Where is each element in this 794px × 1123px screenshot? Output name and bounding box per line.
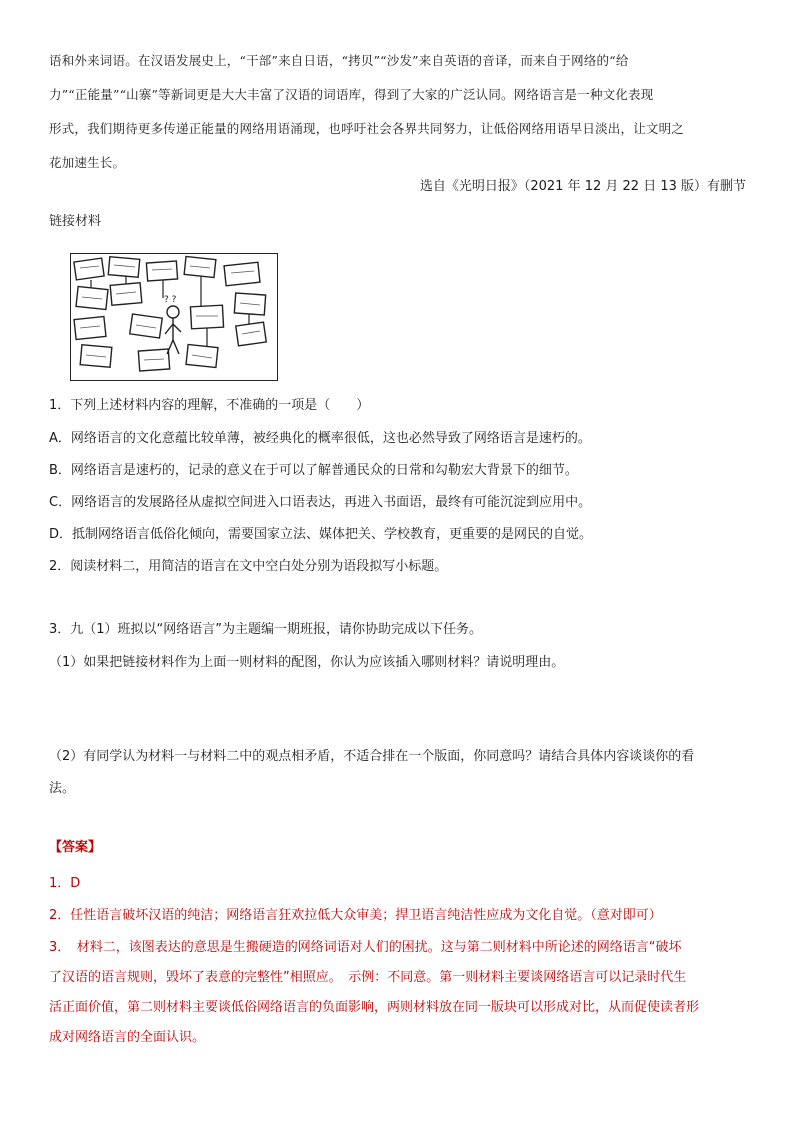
question-1-option-b: B．网络语言是速朽的，记录的意义在于可以了解普通民众的日常和勾勒宏大背景下的细节。 bbox=[49, 463, 578, 478]
article-line-4: 花加速生长。 bbox=[49, 155, 126, 170]
question-2: 2．阅读材料二，用简洁的语言在文中空白处分别为语段拟写小标题。 bbox=[49, 559, 448, 574]
link-material-title: 链接材料 bbox=[49, 214, 102, 229]
answer-2: 2．任性语言破坏汉语的纯洁；网络语言狂欢拉低大众审美；捍卫语言纯洁性应成为文化自觉。（意对即可） bbox=[49, 908, 662, 923]
cartoon-sign bbox=[130, 314, 162, 338]
answer-3-line-1: 3． 材料二，该图表达的意思是生搬硬造的网络词语对人们的困扰。这与第二则材料中所论述的网络语言“破坏 bbox=[49, 940, 682, 955]
article-line-1: 语和外来词语。在汉语发展史上，“干部”来自日语，“拷贝”“沙发”来自英语的音译，而来自于网络的“给 bbox=[49, 53, 629, 68]
question-1-option-c: C．网络语言的发展路径从虚拟空间进入口语表达，再进入书面语，最终有可能沉淀到应用中。 bbox=[49, 495, 592, 510]
cartoon-image bbox=[70, 253, 278, 381]
answer-3-line-2: 了汉语的语言规则，毁坏了表意的完整性”相照应。 示例：不同意。第一则材料主要谈网络语言可以记录时代生 bbox=[49, 970, 687, 985]
question-3-part-2-line-2: 法。 bbox=[49, 781, 76, 796]
question-1-option-d: D．抵制网络语言低俗化倾向，需要国家立法、媒体把关、学校教育，更重要的是网民的自觉。 bbox=[49, 527, 593, 542]
answer-1: 1．D bbox=[49, 876, 81, 891]
cartoon-sign bbox=[236, 322, 267, 346]
question-1: 1．下列上述材料内容的理解，不准确的一项是（ ） bbox=[49, 398, 370, 413]
cartoon-sign bbox=[224, 262, 260, 285]
cartoon-sign bbox=[186, 344, 218, 367]
cartoon-sign bbox=[146, 261, 177, 281]
question-3-part-1: （1）如果把链接材料作为上面一则材料的配图，你认为应该插入哪则材料？请说明理由。 bbox=[49, 655, 565, 670]
cartoon-sign bbox=[74, 258, 104, 280]
question-1-option-a: A．网络语言的文化意蕴比较单薄，被经典化的概率很低，这也必然导致了网络语言是速朽的。 bbox=[49, 431, 591, 446]
cartoon-question-marks: ? ? bbox=[164, 295, 177, 305]
cartoon-person bbox=[165, 306, 181, 354]
cartoon-sign bbox=[138, 349, 169, 371]
question-3: 3．九（1）班拟以“网络语言”为主题编一期班报，请你协助完成以下任务。 bbox=[49, 622, 483, 637]
question-3-part-2-line-1: （2）有同学认为材料一与材料二中的观点相矛盾，不适合排在一个版面，你同意吗？请结合具体内容谈谈你的看 bbox=[49, 749, 695, 764]
article-source: 选自《光明日报》（2021 年 12 月 22 日 13 版）有删节 bbox=[419, 179, 746, 194]
cartoon-sign bbox=[190, 305, 223, 329]
cartoon-sign bbox=[110, 283, 142, 306]
article-line-3: 形式，我们期待更多传递正能量的网络用语涌现，也呼吁社会各界共同努力，让低俗网络用语早日淡出，让文明之 bbox=[49, 121, 685, 136]
cartoon-drawing bbox=[71, 254, 277, 380]
cartoon-sign bbox=[108, 257, 139, 278]
answer-3-line-3: 活正面价值，第二则材料主要谈低俗网络语言的负面影响，两则材料放在同一版块可以形成对比，从而促使读者形 bbox=[49, 1000, 700, 1015]
article-line-2: 力”“正能量”“山寨”等新词更是大大丰富了汉语的词语库，得到了大家的广泛认同。网络语言是一种文化表现 bbox=[49, 87, 654, 102]
answer-3-line-4: 成对网络语言的全面认识。 bbox=[49, 1030, 206, 1045]
answer-heading: 【答案】 bbox=[49, 840, 102, 855]
cartoon-sign bbox=[74, 316, 106, 339]
